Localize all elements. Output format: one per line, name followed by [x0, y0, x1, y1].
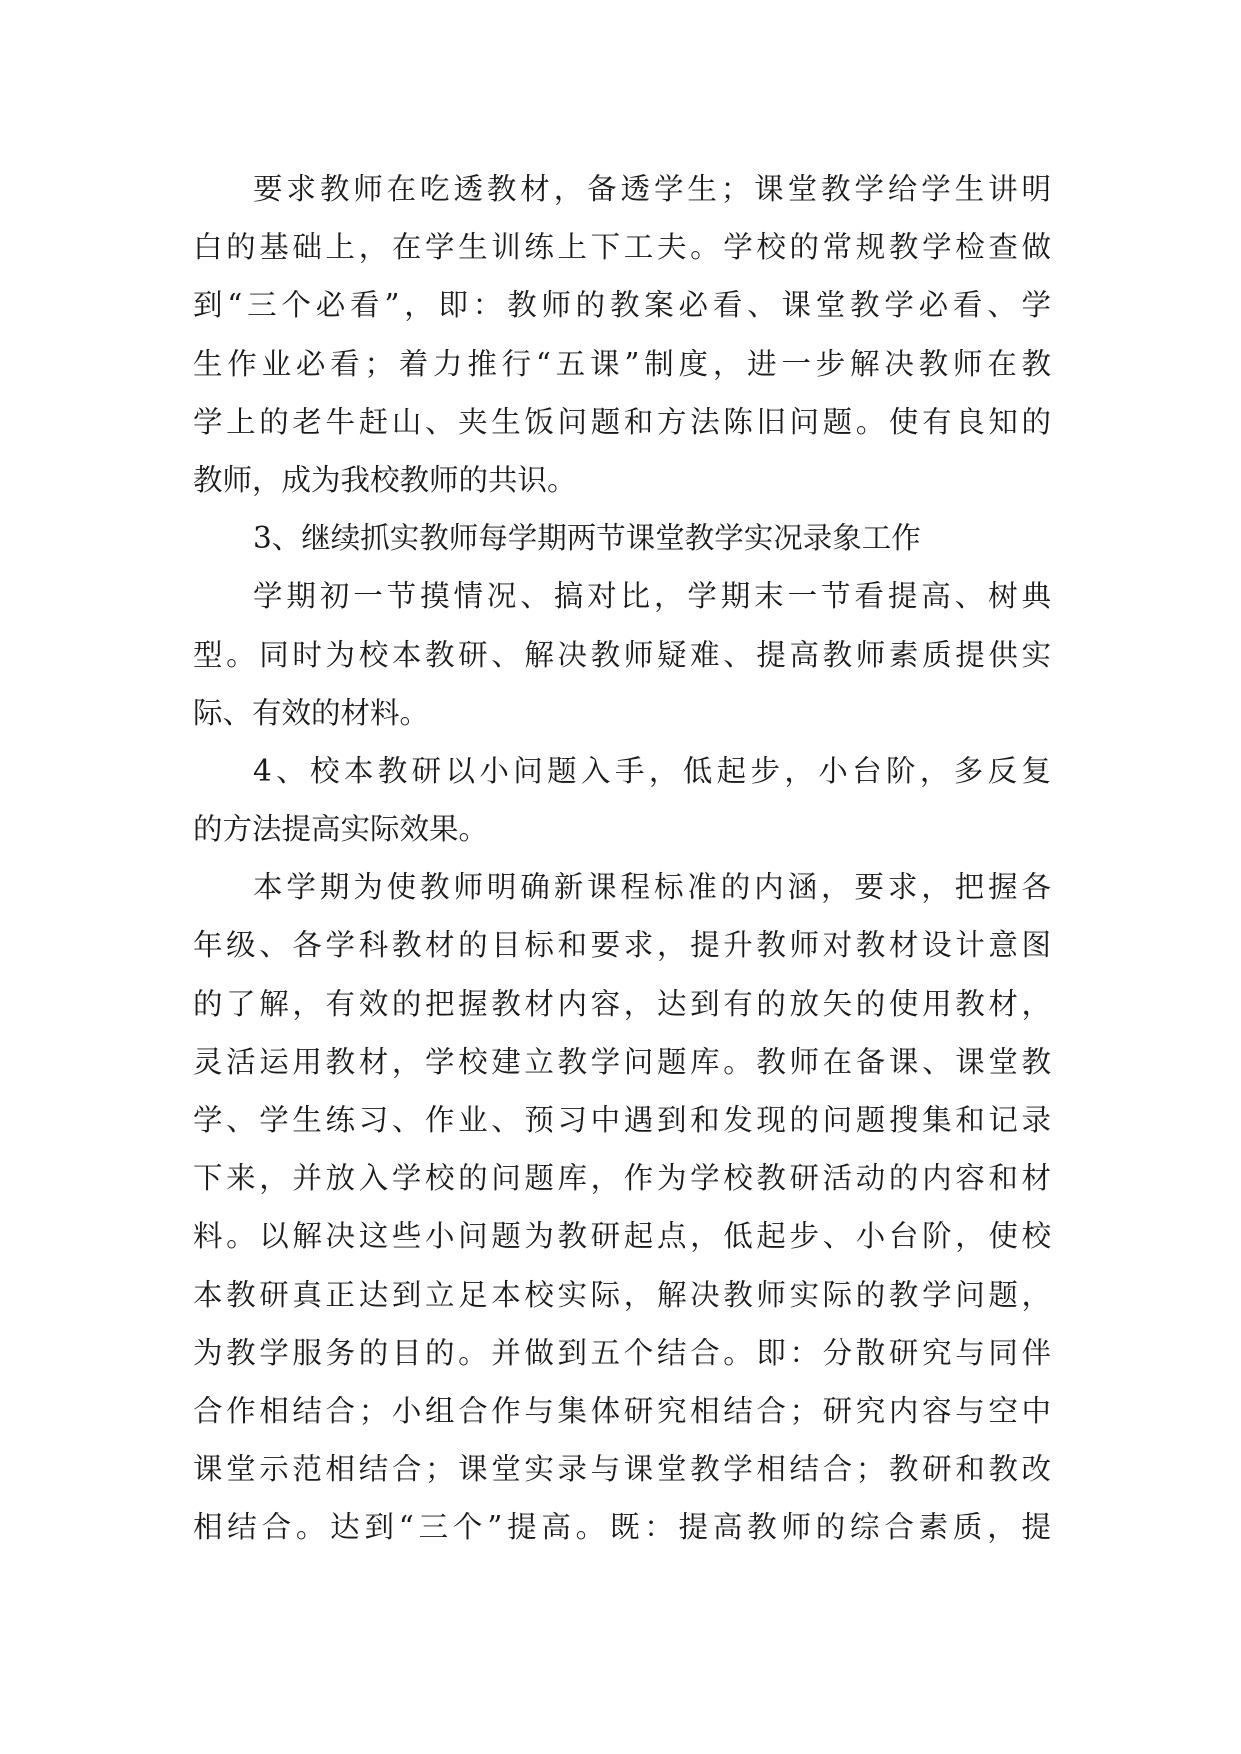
text-line: 要求教师在吃透教材，备透学生；课堂教学给学生讲明 [253, 172, 1051, 206]
text-line: 学上的老牛赶山、夹生饭问题和方法陈旧问题。使有良知的 [193, 404, 1051, 439]
text-line: 年级、各学科教材的目标和要求，提升教师对教材设计意图 [193, 928, 1051, 963]
text-line: 教师，成为我校教师的共识。 [193, 462, 577, 497]
text-line: 下来，并放入学校的问题库，作为学校教研活动的内容和材 [193, 1161, 1051, 1196]
text-line: 学期初一节摸情况、搞对比，学期末一节看提高、树典 [253, 579, 1051, 614]
text-line: 的方法提高实际效果。 [193, 812, 489, 847]
text-line: 生作业必看；着力推行“五课”制度，进一步解决教师在教 [193, 346, 1051, 381]
text-line: 际、有效的材料。 [193, 695, 430, 730]
document-body [193, 160, 1051, 1557]
text-line: 本教研真正达到立足本校实际，解决教师实际的教学问题， [193, 1277, 1051, 1312]
text-line: 课堂示范相结合；课堂实录与课堂教学相结合；教研和教改 [193, 1452, 1051, 1487]
text-line: 白的基础上，在学生训练上下工夫。学校的常规教学检查做 [193, 230, 1051, 265]
text-line: 灵活运用教材，学校建立教学问题库。教师在备课、课堂教 [193, 1044, 1051, 1079]
text-line: 为教学服务的目的。并做到五个结合。即：分散研究与同伴 [193, 1335, 1051, 1370]
text-line: 合作相结合；小组合作与集体研究相结合；研究内容与空中 [193, 1393, 1051, 1428]
text-line: 料。以解决这些小问题为教研起点，低起步、小台阶，使校 [193, 1219, 1051, 1254]
text-line: 本学期为使教师明确新课程标准的内涵，要求，把握各 [253, 870, 1051, 905]
text-line: 学、学生练习、作业、预习中遇到和发现的问题搜集和记录 [193, 1103, 1051, 1137]
text-line: 型。同时为校本教研、解决教师疑难、提高教师素质提供实 [193, 637, 1051, 672]
text-line: 3、继续抓实教师每学期两节课堂教学实况录象工作 [253, 521, 921, 556]
text-line: 相结合。达到“三个”提高。既：提高教师的综合素质，提 [193, 1510, 1051, 1545]
text-line: 的了解，有效的把握教材内容，达到有的放矢的使用教材， [193, 986, 1051, 1021]
text-line: 到“三个必看”，即：教师的教案必看、课堂教学必看、学 [193, 288, 1051, 323]
text-line: 4、校本教研以小问题入手，低起步，小台阶，多反复 [253, 753, 1051, 788]
